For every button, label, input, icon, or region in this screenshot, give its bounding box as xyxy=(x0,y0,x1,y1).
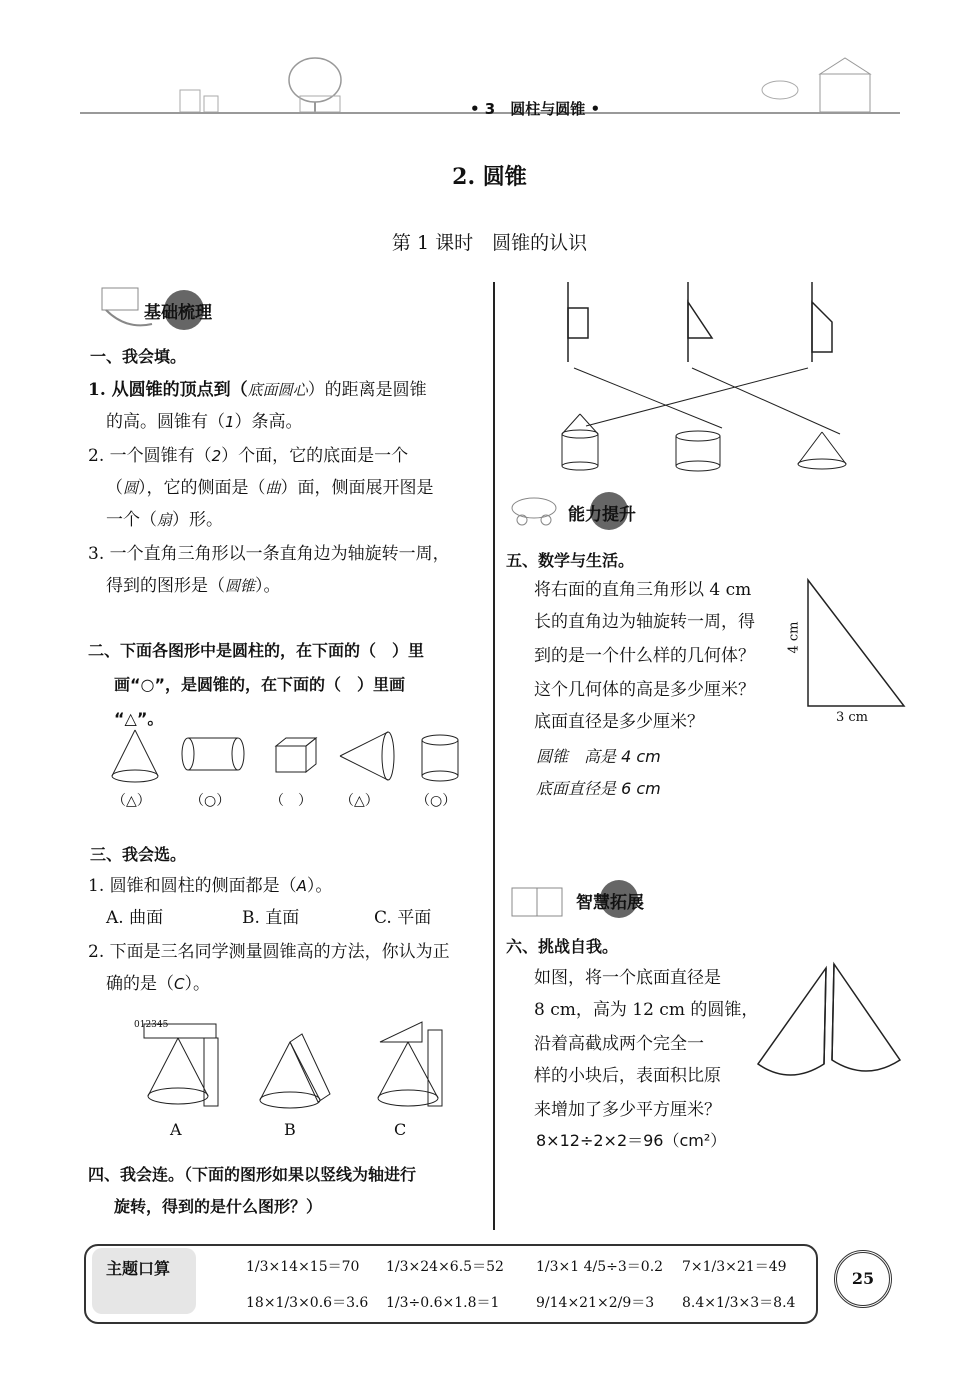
q3-line2: 得到的图形是（圆锥）。 xyxy=(106,576,281,596)
badge-basic xyxy=(96,284,276,330)
calc-1-4: 7×1/3×21＝49 xyxy=(682,1259,787,1275)
page-number: 25 xyxy=(834,1250,892,1308)
p5-line2: 长的直角边为轴旋转一周，得 xyxy=(534,612,755,632)
calc-1-1: 1/3×14×15＝70 xyxy=(246,1259,360,1275)
right-triangle xyxy=(800,576,910,712)
triangle-base-label: 3 cm xyxy=(836,710,869,725)
ruler-a-text: 012345 xyxy=(134,1020,169,1030)
shapes-row xyxy=(100,728,470,788)
q2-line2: （圆），它的侧面是（曲）面，侧面展开图是 xyxy=(106,478,434,498)
badge-ability xyxy=(506,490,696,532)
calc-2-4: 8.4×1/3×3＝8.4 xyxy=(682,1295,796,1311)
cylinder-horizontal xyxy=(182,738,244,770)
books-icon xyxy=(506,876,572,920)
badge-wisdom xyxy=(506,876,706,922)
p5-line4: 这个几何体的高是多少厘米？ xyxy=(534,680,755,700)
oral-calc-label: 主题口算 xyxy=(106,1259,171,1278)
triangle-side-label: 4 cm xyxy=(786,621,802,654)
calc-1-3: 1/3×1 4/5÷3＝0.2 xyxy=(536,1259,664,1275)
answer-1: （△） xyxy=(112,793,151,809)
cone-shape-sideways xyxy=(340,732,394,780)
column-divider xyxy=(493,282,495,1230)
p5-line1: 将右面的直角三角形以 4 cm xyxy=(534,580,752,600)
answer-2: （○） xyxy=(190,793,231,809)
badge-ability-label: 能力提升 xyxy=(568,505,636,525)
cylinder-upright xyxy=(422,735,458,781)
part2-line2: 画“○”，是圆锥的，在下面的（ ）里画 xyxy=(114,675,405,694)
p5-line5: 底面直径是多少厘米？ xyxy=(534,712,704,732)
cone-on-cylinder xyxy=(562,414,598,470)
p6-answer: 8×12÷2×2＝96（cm²） xyxy=(536,1131,727,1150)
p6-line1: 如图，将一个底面直径是 xyxy=(534,968,721,988)
part3-heading: 三、我会选。 xyxy=(90,845,187,864)
p6-line5: 来增加了多少平方厘米？ xyxy=(534,1100,721,1120)
p3-q1: 1. 圆锥和圆柱的侧面都是（A）。 xyxy=(88,876,333,896)
split-cone xyxy=(754,960,904,1088)
q2-line3: 一个（扇）形。 xyxy=(106,510,224,530)
car-icon xyxy=(506,490,562,530)
method-c xyxy=(378,1022,442,1106)
calc-2-3: 9/14×21×2/9＝3 xyxy=(536,1295,655,1311)
part2-line3: “△”。 xyxy=(114,709,164,728)
calc-1-2: 1/3×24×6.5＝52 xyxy=(386,1259,504,1275)
p6-line3: 沿着高截成两个完全一 xyxy=(534,1034,704,1054)
cuboid-shape xyxy=(276,738,316,772)
calc-2-2: 1/3÷0.6×1.8＝1 xyxy=(386,1295,500,1311)
cone-shape-1 xyxy=(112,730,158,782)
answer-4: （△） xyxy=(340,793,379,809)
matching-diagram xyxy=(550,280,880,480)
lesson-title: 第 1 课时 圆锥的认识 xyxy=(391,232,588,254)
part4-line1: 四、我会连。（下面的图形如果以竖线为轴进行 xyxy=(88,1165,417,1184)
badge-basic-label: 基础梳理 xyxy=(144,303,212,323)
badge-wisdom-label: 智慧拓展 xyxy=(576,893,644,913)
part1-heading: 一、我会填。 xyxy=(90,347,187,366)
q2-line1: 2. 一个圆锥有（2）个面，它的底面是一个 xyxy=(88,446,409,466)
calc-2-1: 18×1/3×0.6＝3.6 xyxy=(246,1295,369,1311)
p5-answer1: 圆锥 高是 4 cm xyxy=(536,747,661,766)
answer-5: （○） xyxy=(416,793,457,809)
part6-heading: 六、挑战自我。 xyxy=(506,937,619,956)
q3-line1: 3. 一个直角三角形以一条直角边为轴旋转一周， xyxy=(88,544,450,564)
part2-line1: 二、下面各图形中是圆柱的，在下面的（ ）里 xyxy=(88,641,425,660)
p6-line4: 样的小块后，表面积比原 xyxy=(534,1066,721,1086)
p5-line3: 到的是一个什么样的几何体？ xyxy=(534,646,755,666)
method-b xyxy=(260,1034,330,1108)
q1-line2: 的高。圆锥有（1）条高。 xyxy=(106,412,303,432)
p3-q2-line2: 确的是（C）。 xyxy=(106,974,210,994)
p6-line2: 8 cm，高为 12 cm 的圆锥， xyxy=(534,1000,759,1020)
answer-3: （ ） xyxy=(270,793,312,809)
chapter-label: • 3 圆柱与圆锥 • xyxy=(470,100,601,118)
part5-heading: 五、数学与生活。 xyxy=(506,551,635,570)
p3-q2-line1: 2. 下面是三名同学测量圆锥高的方法，你认为正 xyxy=(88,942,450,962)
cylinder-match xyxy=(676,431,720,471)
cone-match xyxy=(798,432,846,469)
q1-line1: 1. 从圆锥的顶点到（底面圆心）的距离是圆锥 xyxy=(88,380,427,400)
section-title: 2. 圆锥 xyxy=(452,164,527,190)
part4-line2: 旋转，得到的是什么图形？） xyxy=(114,1197,323,1216)
p5-answer2: 底面直径是 6 cm xyxy=(536,779,661,798)
method-a xyxy=(144,1024,218,1106)
ruler-methods xyxy=(130,1020,460,1120)
oral-calc-label-box xyxy=(92,1248,196,1314)
